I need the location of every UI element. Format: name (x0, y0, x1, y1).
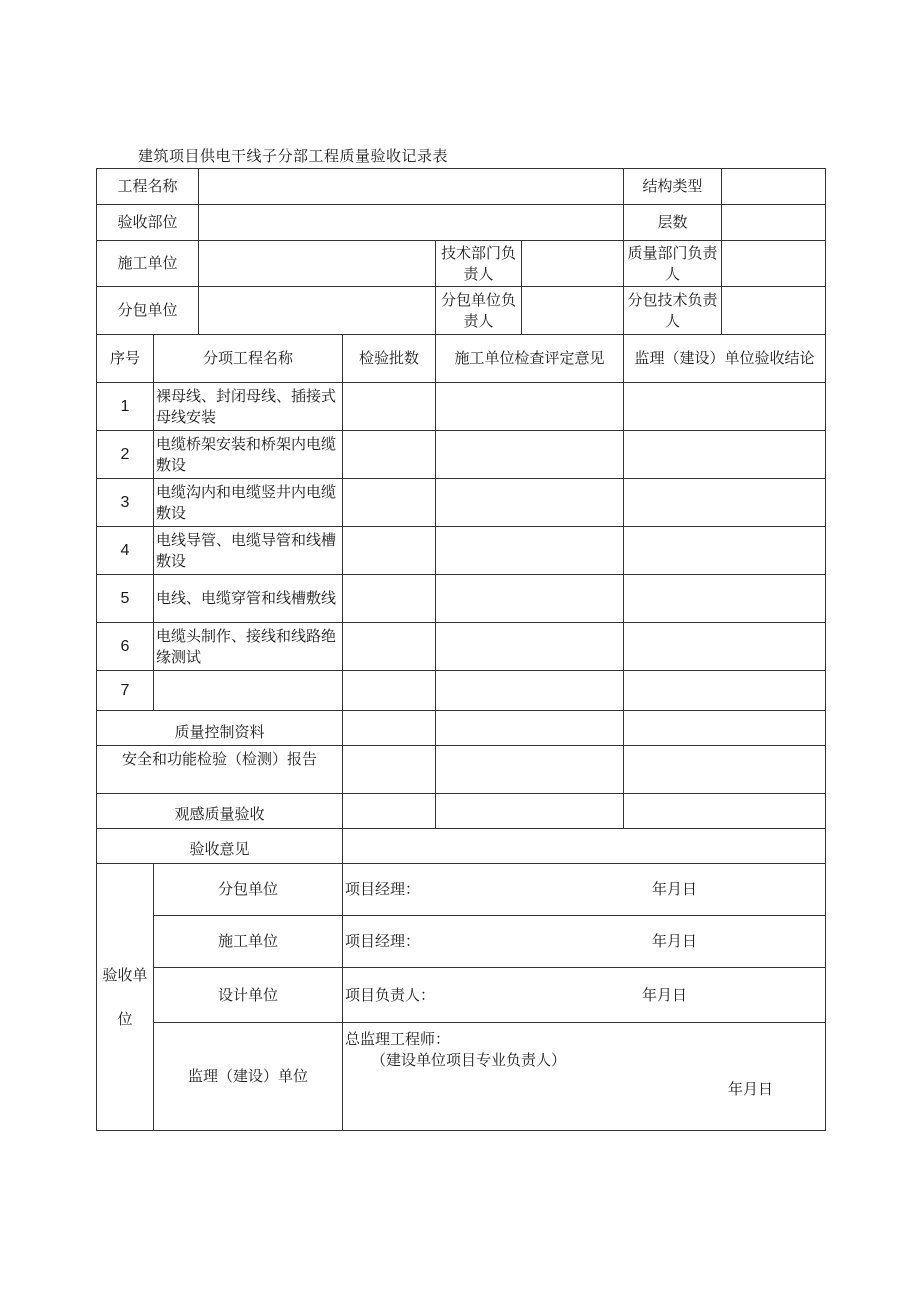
structure-type-field[interactable] (722, 169, 826, 205)
appearance-quality-opinion-field[interactable] (436, 794, 624, 829)
acceptance-unit-row (97, 968, 826, 1023)
col-construction-opinion-header: 施工单位检查评定意见 (436, 335, 624, 383)
acceptance-record-table (96, 168, 826, 1131)
safety-function-report-conclusion-field[interactable] (624, 746, 826, 794)
construction-unit-field[interactable] (199, 241, 436, 287)
acceptance-units-label: 验收单位 (97, 864, 154, 1131)
acceptance-unit-name: 分包单位 (154, 864, 343, 916)
item-supervision-conclusion-field[interactable] (624, 431, 826, 479)
appearance-quality-row (97, 794, 826, 829)
header-row-subcontract (97, 287, 826, 335)
table-row (97, 671, 826, 711)
sign-date: 年月日 (652, 880, 698, 898)
sign-date: 年月日 (642, 985, 688, 1004)
appearance-quality-conclusion-field[interactable] (624, 794, 826, 829)
subcontract-unit-field[interactable] (199, 287, 436, 335)
acceptance-part-field[interactable] (199, 205, 624, 241)
safety-function-report-opinion-field[interactable] (436, 746, 624, 794)
acceptance-unit-name: 施工单位 (154, 916, 343, 968)
item-name (154, 671, 343, 711)
item-seq: 7 (97, 671, 154, 711)
item-construction-opinion-field[interactable] (436, 383, 624, 431)
item-name: 电线、电缆穿管和线槽敷线 (154, 575, 343, 623)
col-batch-count-header: 检验批数 (343, 335, 436, 383)
item-supervision-conclusion-field[interactable] (624, 527, 826, 575)
header-row-project (97, 169, 826, 205)
appearance-quality-batch-field[interactable] (343, 794, 436, 829)
col-item-name-header: 分项工程名称 (154, 335, 343, 383)
item-batch-count-field[interactable] (343, 623, 436, 671)
table-row (97, 431, 826, 479)
quality-dept-head-label: 质量部门负责人 (624, 241, 722, 287)
item-name: 电线导管、电缆导管和线槽敷设 (154, 527, 343, 575)
sign-date: 年月日 (652, 932, 698, 950)
quality-control-docs-batch-field[interactable] (343, 711, 436, 746)
item-name: 裸母线、封闭母线、插接式母线安装 (154, 383, 343, 431)
table-row (97, 575, 826, 623)
acceptance-unit-name: 监理（建设）单位 (154, 1023, 343, 1131)
item-construction-opinion-field[interactable] (436, 623, 624, 671)
col-seq-header: 序号 (97, 335, 154, 383)
item-batch-count-field[interactable] (343, 527, 436, 575)
acceptance-unit-signature-cell[interactable] (343, 916, 826, 968)
safety-function-report-batch-field[interactable] (343, 746, 436, 794)
item-name: 电缆桥架安装和桥架内电缆敷设 (154, 431, 343, 479)
floors-field[interactable] (722, 205, 826, 241)
header-row-part (97, 205, 826, 241)
project-name-label: 工程名称 (97, 169, 199, 205)
acceptance-opinion-field[interactable] (343, 829, 826, 864)
quality-control-docs-opinion-field[interactable] (436, 711, 624, 746)
safety-function-report-label: 安全和功能检验（检测）报告 (97, 746, 343, 794)
item-construction-opinion-field[interactable] (436, 671, 624, 711)
item-batch-count-field[interactable] (343, 671, 436, 711)
item-supervision-conclusion-field[interactable] (624, 383, 826, 431)
item-supervision-conclusion-field[interactable] (624, 671, 826, 711)
item-batch-count-field[interactable] (343, 575, 436, 623)
quality-control-docs-label: 质量控制资料 (97, 711, 343, 746)
quality-control-docs-conclusion-field[interactable] (624, 711, 826, 746)
item-batch-count-field[interactable] (343, 479, 436, 527)
subcontract-unit-head-label: 分包单位负责人 (436, 287, 522, 335)
appearance-quality-label: 观感质量验收 (97, 794, 343, 829)
item-name: 电缆头制作、接线和线路绝缘测试 (154, 623, 343, 671)
item-seq: 4 (97, 527, 154, 575)
acceptance-unit-row (97, 916, 826, 968)
item-batch-count-field[interactable] (343, 431, 436, 479)
construction-unit-label: 施工单位 (97, 241, 199, 287)
acceptance-part-label: 验收部位 (97, 205, 199, 241)
item-seq: 1 (97, 383, 154, 431)
structure-type-label: 结构类型 (624, 169, 722, 205)
safety-function-report-row (97, 746, 826, 794)
signer-alt-label: （建设单位项目专业负责人） (371, 1051, 567, 1069)
subcontract-tech-head-label: 分包技术负责人 (624, 287, 722, 335)
subcontract-unit-label: 分包单位 (97, 287, 199, 335)
form-title: 建筑项目供电干线子分部工程质量验收记录表 (138, 147, 449, 165)
acceptance-opinion-row (97, 829, 826, 864)
header-row-construction (97, 241, 826, 287)
item-supervision-conclusion-field[interactable] (624, 479, 826, 527)
col-supervision-conclusion-header: 监理（建设）单位验收结论 (624, 335, 826, 383)
quality-control-docs-row (97, 711, 826, 746)
acceptance-unit-signature-cell[interactable] (343, 1023, 826, 1131)
acceptance-unit-signature-cell[interactable] (343, 968, 826, 1023)
acceptance-opinion-label: 验收意见 (97, 829, 343, 864)
item-seq: 3 (97, 479, 154, 527)
tech-dept-head-label: 技术部门负责人 (436, 241, 522, 287)
table-row (97, 479, 826, 527)
table-row (97, 527, 826, 575)
item-batch-count-field[interactable] (343, 383, 436, 431)
signer-label: 项目负责人： (345, 985, 436, 1004)
item-seq: 5 (97, 575, 154, 623)
signer-label: 总监理工程师： (345, 1030, 451, 1048)
item-name: 电缆沟内和电缆竖井内电缆敷设 (154, 479, 343, 527)
tech-dept-head-field[interactable] (522, 241, 624, 287)
floors-label: 层数 (624, 205, 722, 241)
sign-date: 年月日 (728, 1080, 774, 1098)
item-supervision-conclusion-field[interactable] (624, 575, 826, 623)
item-construction-opinion-field[interactable] (436, 479, 624, 527)
quality-dept-head-field[interactable] (722, 241, 826, 287)
acceptance-unit-row (97, 864, 826, 916)
item-supervision-conclusion-field[interactable] (624, 623, 826, 671)
project-name-field[interactable] (199, 169, 624, 205)
subcontract-unit-head-field[interactable] (522, 287, 624, 335)
signer-label: 项目经理： (345, 880, 421, 898)
item-construction-opinion-field[interactable] (436, 431, 624, 479)
table-row (97, 383, 826, 431)
table-row (97, 623, 826, 671)
subcontract-tech-head-field[interactable] (722, 287, 826, 335)
item-construction-opinion-field[interactable] (436, 527, 624, 575)
acceptance-unit-row (97, 1023, 826, 1131)
signer-label: 项目经理： (345, 932, 421, 950)
item-seq: 6 (97, 623, 154, 671)
acceptance-unit-signature-cell[interactable] (343, 864, 826, 916)
item-construction-opinion-field[interactable] (436, 575, 624, 623)
column-header-row (97, 335, 826, 383)
acceptance-unit-name: 设计单位 (154, 968, 343, 1023)
item-seq: 2 (97, 431, 154, 479)
